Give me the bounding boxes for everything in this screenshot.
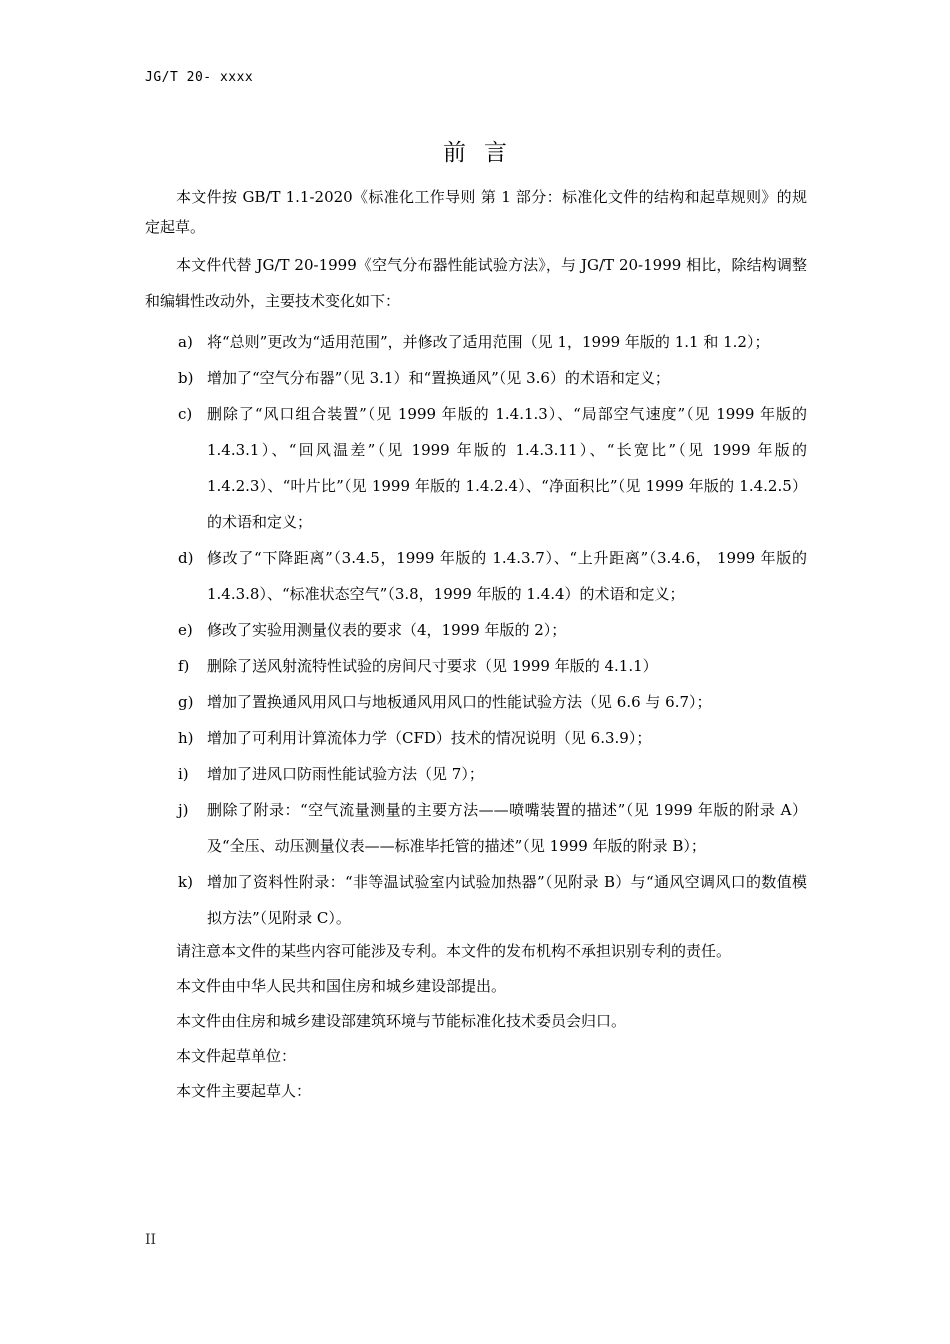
list-item xyxy=(145,360,807,396)
list-item-text: 增加了置换通风用风口与地板通风用风口的性能试验方法（见 6.6 与 6.7）； xyxy=(207,693,712,711)
list-item-label: g) xyxy=(178,693,194,711)
list-item-text: 增加了可利用计算流体力学（CFD）技术的情况说明（见 6.3.9）； xyxy=(207,729,652,747)
list-item-label: e) xyxy=(178,621,193,639)
list-item xyxy=(145,756,807,792)
main-drafters: 本文件主要起草人： xyxy=(176,1082,312,1100)
list-item-label: k) xyxy=(178,873,193,891)
list-item-text: 增加了“空气分布器”（见 3.1）和“置换通风”（见 3.6）的术语和定义； xyxy=(207,369,670,387)
list-item-label: i) xyxy=(178,765,189,783)
list-item xyxy=(145,648,807,684)
document-code: JG/T 20- xxxx xyxy=(145,70,254,85)
list-item-label: a) xyxy=(178,333,193,351)
page-title: 前言 xyxy=(443,140,525,166)
list-item-text: 删除了送风射流特性试验的房间尺寸要求（见 1999 年版的 4.1.1） xyxy=(207,657,658,675)
intro-paragraph-replacement: 本文件代替 JG/T 20-1999《空气分布器性能试验方法》，与 JG/T 20-1999 相比，除结构调整和编辑性改动外，主要技术变化如下： xyxy=(145,256,807,310)
list-item-label: c) xyxy=(178,405,193,423)
committee-statement: 本文件由住房和城乡建设部建筑环境与节能标准化技术委员会归口。 xyxy=(176,1012,627,1030)
list-item-text: 删除了附录：“空气流量测量的主要方法——喷嘴装置的描述”（见 1999 年版的附录 A）及“全压、动压测量仪表——标准毕托管的描述”（见 1999 年版的附录 B）； xyxy=(207,801,807,855)
list-item-text: 增加了资料性附录：“非等温试验室内试验加热器”（见附录 B）与“通风空调风口的数值模拟方法”（见附录 C）。 xyxy=(207,873,807,927)
list-item-text: 将“总则”更改为“适用范围”，并修改了适用范围（见 1，1999 年版的 1.1 和 1.2）； xyxy=(207,333,770,351)
list-item xyxy=(145,612,807,648)
list-item-text: 删除了“风口组合装置”（见 1999 年版的 1.4.1.3）、“局部空气速度”（见 1999 年版的 1.4.3.1）、“回风温差”（见 1999 年版的 1.4.3.11）、“长宽比”（见 1999 年版的 1.4.2.3）、“叶片比”（见 1999 年版的 1.4.2.4）、“净面积比”（见 1999 年版的 1.4.2.5）的术语和定义； xyxy=(207,405,807,531)
proposer-statement: 本文件由中华人民共和国住房和城乡建设部提出。 xyxy=(176,977,507,995)
list-item xyxy=(145,792,807,864)
list-item-text: 修改了“下降距离”（3.4.5，1999 年版的 1.4.3.7）、“上升距离”（3.4.6， 1999 年版的 1.4.3.8）、“标准状态空气”（3.8，1999 年版的 1.4.4）的术语和定义； xyxy=(207,549,807,603)
list-item xyxy=(145,324,807,360)
document-body xyxy=(145,182,807,1111)
list-item xyxy=(145,540,807,612)
list-item-text: 修改了实验用测量仪表的要求（4，1999 年版的 2）； xyxy=(207,621,567,639)
list-item xyxy=(145,720,807,756)
list-item-text: 增加了进风口防雨性能试验方法（见 7）； xyxy=(207,765,484,783)
list-item-label: f) xyxy=(178,657,190,675)
list-item-label: b) xyxy=(178,369,194,387)
list-item-label: j) xyxy=(178,801,189,819)
list-item xyxy=(145,864,807,936)
list-item xyxy=(145,684,807,720)
page-number: II xyxy=(145,1232,157,1248)
list-item xyxy=(145,396,807,540)
list-item-label: d) xyxy=(178,549,194,567)
list-item-label: h) xyxy=(178,729,194,747)
changes-list xyxy=(145,324,807,936)
patent-notice: 请注意本文件的某些内容可能涉及专利。本文件的发布机构不承担识别专利的责任。 xyxy=(176,942,732,960)
intro-paragraph-drafting-rules: 本文件按 GB/T 1.1-2020《标准化工作导则 第 1 部分：标准化文件的结构和起草规则》的规定起草。 xyxy=(145,188,807,236)
drafting-units: 本文件起草单位： xyxy=(176,1047,297,1065)
